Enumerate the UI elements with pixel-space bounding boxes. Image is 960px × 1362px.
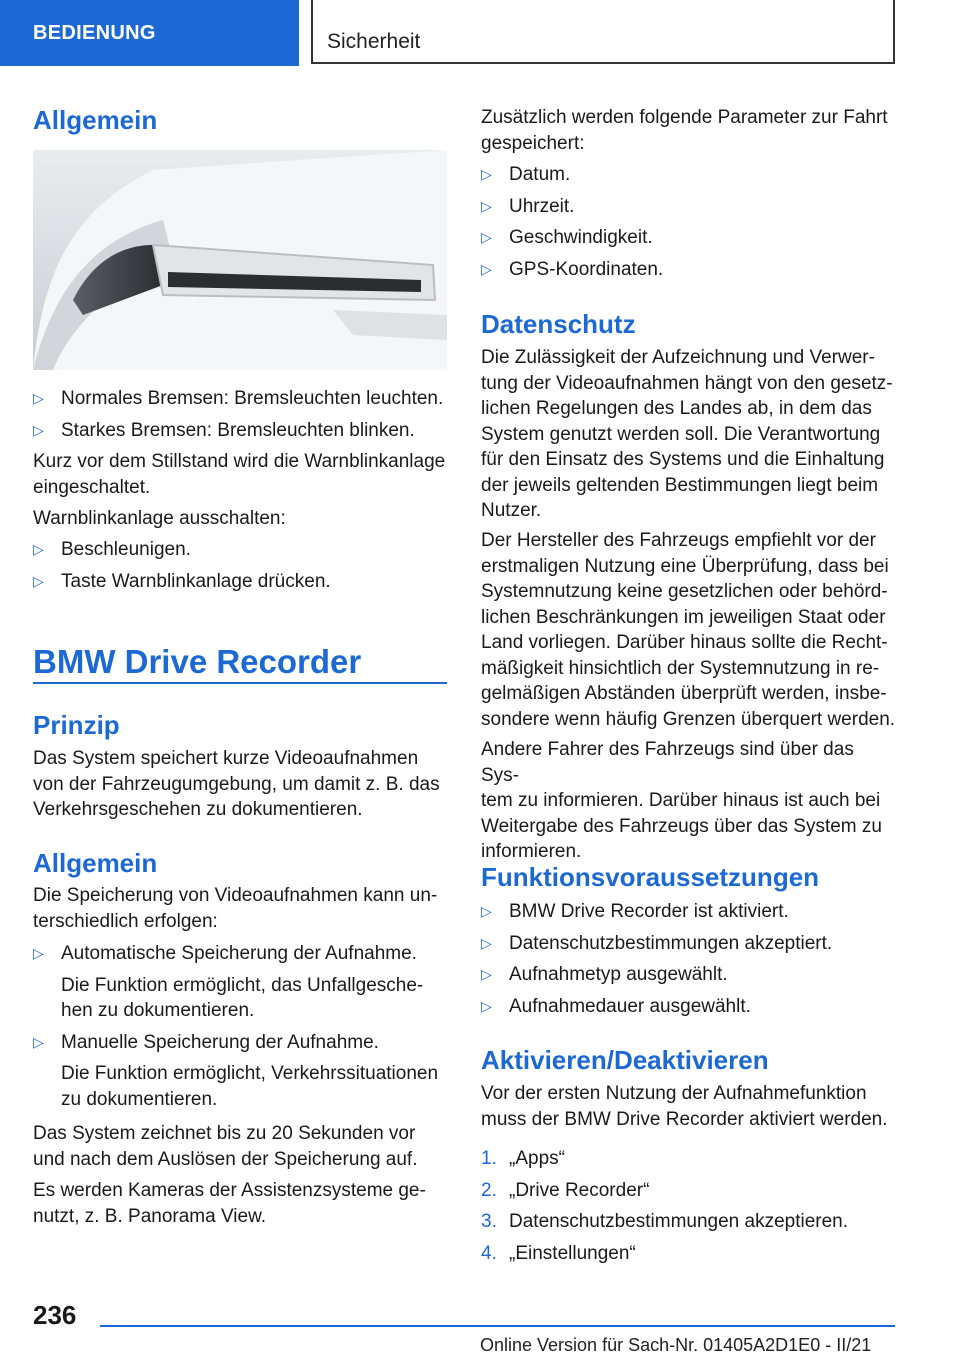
- list-item: ▷ GPS-Koordinaten.: [481, 257, 896, 283]
- paragraph: Es werden Kameras der Assistenzsysteme ge- nutzt, z. B. Panorama View.: [33, 1180, 426, 1227]
- paragraph: Das System zeichnet bis zu 20 Sekunden vor und nach dem Auslösen der Speicherung auf.: [33, 1123, 418, 1170]
- requirements-list: [481, 899, 896, 1019]
- triangle-right-icon: ▷: [33, 390, 44, 406]
- list-item: ▷ Geschwindigkeit.: [481, 225, 896, 251]
- triangle-right-icon: ▷: [481, 903, 492, 919]
- triangle-right-icon: ▷: [481, 166, 492, 182]
- list-item: 3. Datenschutzbestimmungen akzeptieren.: [481, 1211, 849, 1232]
- list-item: ▷ Manuelle Speicherung der Aufnahme.: [33, 1030, 447, 1056]
- section-heading-prinzip: Prinzip: [33, 710, 120, 740]
- list-item-detail: Die Funktion ermöglicht, Verkehrssituationen zu dokumentieren.: [61, 1063, 439, 1110]
- page-header: [0, 0, 960, 66]
- section-heading-allgemein: Allgemein: [33, 105, 158, 135]
- brake-light-list: [33, 386, 447, 443]
- paragraph: Vor der ersten Nutzung der Aufnahmefunktion muss der BMW Drive Recorder aktiviert werden.: [481, 1083, 888, 1130]
- list-item: ▷ Aufnahmedauer ausgewählt.: [481, 994, 896, 1020]
- parameter-list: [481, 162, 896, 282]
- paragraph: Kurz vor dem Stillstand wird die Warnblinkanlage eingeschaltet.: [33, 451, 446, 498]
- list-item: ▷ Datenschutzbestimmungen akzeptiert.: [481, 931, 896, 957]
- paragraph: Andere Fahrer des Fahrzeugs sind über das Sys- tem zu informieren. Darüber hinaus ist auch bei Weitergabe des Fahrzeugs über das System zu informieren.: [481, 739, 882, 862]
- section-heading-datenschutz: Datenschutz: [481, 309, 636, 339]
- hazard-off-list: [33, 537, 447, 594]
- section-heading-funktionsvoraussetzungen: Funktionsvoraussetzungen: [481, 862, 820, 892]
- paragraph: Die Speicherung von Videoaufnahmen kann un- terschiedlich erfolgen:: [33, 885, 438, 932]
- paragraph: Die Zulässigkeit der Aufzeichnung und Verwer- tung der Videoaufnahmen hängt von den gesetz- lichen Regelungen des Landes ab, in dem das System genutzt werden soll. Die Verantwortung für den Einsatz des Systems und die Einhaltung der jeweils geltenden Bestimmungen liegt beim Nutzer.: [481, 347, 893, 521]
- triangle-right-icon: ▷: [33, 421, 44, 438]
- paragraph: Zusätzlich werden folgende Parameter zur Fahrt gespeichert:: [481, 107, 888, 154]
- section-heading-aktivieren: Aktivieren/Deaktivieren: [481, 1045, 769, 1075]
- triangle-right-icon: ▷: [481, 229, 492, 245]
- list-item: ▷ Starkes Bremsen: Bremsleuchten blinken.: [33, 418, 447, 444]
- triangle-right-icon: ▷: [481, 997, 492, 1014]
- list-item: ▷ BMW Drive Recorder ist aktiviert.: [481, 899, 896, 925]
- list-item-detail: Die Funktion ermöglicht, das Unfallgesche- hen zu dokumentieren.: [61, 974, 424, 1021]
- chapter-title: BMW Drive Recorder: [33, 643, 362, 680]
- list-item: ▷ Taste Warnblinkanlage drücken.: [33, 569, 447, 595]
- triangle-right-icon: ▷: [481, 966, 492, 982]
- paragraph: Das System speichert kurze Videoaufnahmen von der Fahrzeugumgebung, um damit z. B. das Verkehrsgeschehen zu dokumentieren.: [33, 748, 440, 820]
- list-item: ▷ Aufnahmetyp ausgewählt.: [481, 962, 896, 988]
- list-item: ▷ Uhrzeit.: [481, 194, 896, 220]
- triangle-right-icon: ▷: [33, 945, 44, 961]
- list-item: ▷ Normales Bremsen: Bremsleuchten leuchten.: [33, 386, 447, 412]
- paragraph: Warnblinkanlage ausschalten:: [33, 508, 286, 529]
- paragraph: Der Hersteller des Fahrzeugs empfiehlt vor der erstmaligen Nutzung eine Überprüfung, dass bei Systemnutzung keine gesetzlichen oder behörd- lichen Beschränkungen im jeweiligen Staat oder Land vorliegen. Darüber hinaus sollte die Recht- mäßigkeit hinsichtlich der Systemnutzung in re- gelmäßigen Abständen überprüft werden, insbe- sondere wenn häufig Grenzen überquert werden.: [481, 530, 896, 730]
- list-item: ▷ Automatische Speicherung der Aufnahme.: [33, 941, 447, 967]
- steps-list: [481, 1146, 896, 1266]
- list-item: ▷ Datum.: [481, 162, 896, 188]
- triangle-right-icon: ▷: [481, 197, 492, 214]
- triangle-right-icon: ▷: [33, 541, 44, 557]
- list-item: 4. „Einstellungen“: [481, 1242, 636, 1264]
- footer-divider: [100, 1325, 895, 1327]
- tail-light-illustration: [33, 150, 447, 370]
- chapter-divider: [33, 682, 447, 684]
- section-tab: BEDIENUNG: [0, 0, 299, 66]
- triangle-right-icon: ▷: [481, 934, 492, 951]
- triangle-right-icon: ▷: [33, 572, 44, 589]
- list-item: ▷ Beschleunigen.: [33, 537, 447, 563]
- list-item: 2. „Drive Recorder“: [481, 1179, 650, 1201]
- chapter-tab: Sicherheit: [311, 0, 895, 64]
- triangle-right-icon: ▷: [33, 1033, 44, 1050]
- triangle-right-icon: ▷: [481, 260, 492, 277]
- tail-light-image: [33, 150, 447, 370]
- page-number: 236: [33, 1300, 77, 1330]
- online-version-note: Online Version für Sach-Nr. 01405A2D1E0 - II/21: [480, 1335, 872, 1355]
- storage-list: [33, 941, 447, 1112]
- list-item: 1. „Apps“: [481, 1148, 565, 1169]
- section-heading-allgemein-2: Allgemein: [33, 848, 158, 878]
